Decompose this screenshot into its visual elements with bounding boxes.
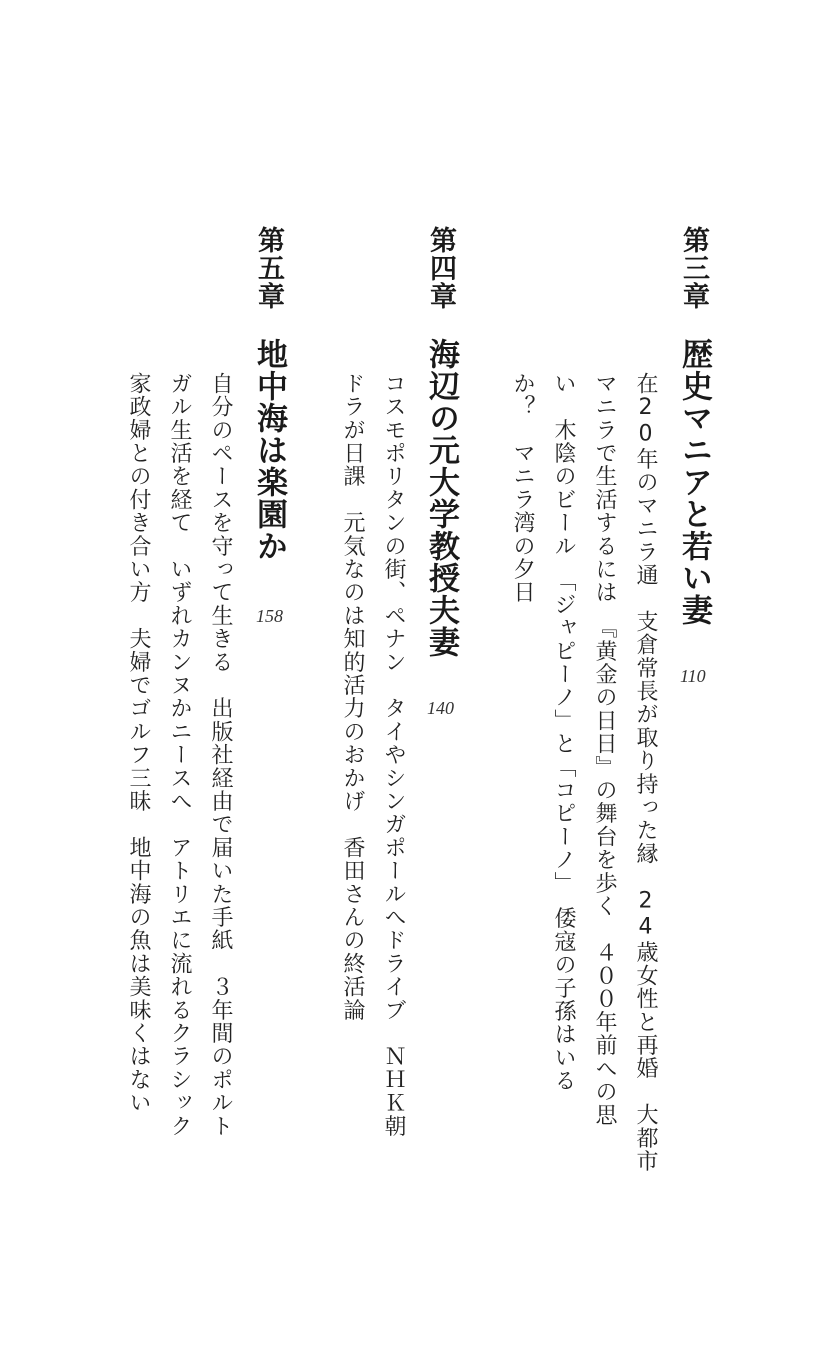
chapter-3-label: 第三章 <box>678 226 709 310</box>
chapter-3-line-1: 在20年のマニラ通 支倉常長が取り持った縁 24歳女性と再婚 大都市 <box>633 372 658 1173</box>
chapter-5-line-3: 家政婦との付き合い方 夫婦でゴルフ三昧 地中海の魚は美味くはない <box>126 372 151 1115</box>
chapter-4-page-number: 140 <box>427 698 454 718</box>
chapter-3-line-2: マニラで生活するには 『黄金の日日』の舞台を歩く ４００年前への思 <box>592 372 617 1127</box>
chapter-4-title: 海辺の元大学教授夫妻 <box>423 338 459 658</box>
chapter-5-line-1: 自分のペースを守って生きる 出版社経由で届いた手紙 ３年間のポルト <box>208 372 233 1138</box>
chapter-5-line-2: ガル生活を経て いずれカンヌかニースへ アトリエに流れるクラシック <box>167 372 192 1138</box>
chapter-5-page-number: 158 <box>256 606 283 626</box>
chapter-4-line-2: ドラが日課 元気なのは知的活力のおかげ 香田さんの終活論 <box>340 372 365 1022</box>
chapter-3-title: 歴史マニアと若い妻 <box>676 338 712 626</box>
chapter-4-line-1: コスモポリタンの街、ペナン タイやシンガポールへドライブ ＮＨＫ朝 <box>381 372 406 1138</box>
chapter-4-label: 第四章 <box>425 226 456 310</box>
chapter-5-label: 第五章 <box>253 226 284 310</box>
chapter-5-title: 地中海は楽園か <box>251 338 287 562</box>
chapter-3-line-3: い 木陰のビール 「ジャピーノ」と「コピーノ」 倭寇の子孫はいる <box>551 372 576 1093</box>
chapter-3-line-4: か？ マニラ湾の夕日 <box>510 372 535 604</box>
chapter-3-page-number: 110 <box>680 666 706 686</box>
